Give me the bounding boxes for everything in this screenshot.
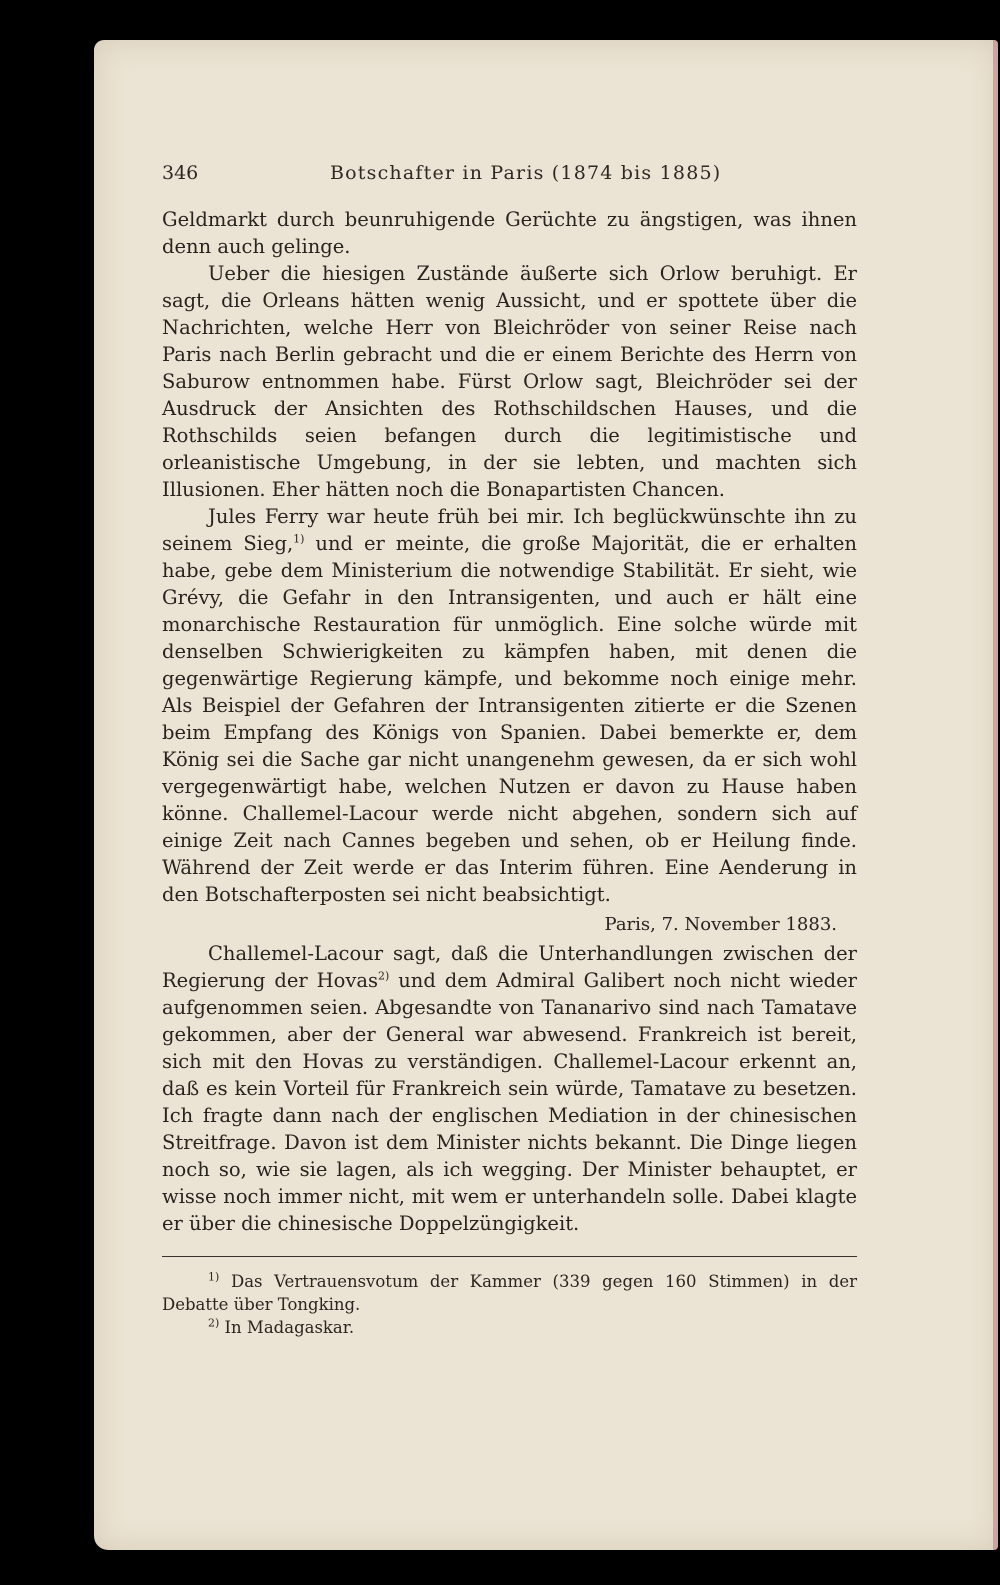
footnote-reference-2: 2) — [378, 969, 390, 983]
footnote-reference-1: 1) — [293, 532, 305, 546]
footnote-divider — [162, 1256, 857, 1257]
ferry-text-before-note: Jules Ferry war heute früh bei mir. Ich beglückwünschte ihn zu seinem Sieg, — [162, 505, 857, 555]
ferry-text-after-note: und er meinte, die große Majorität, die er erhalten habe, gebe dem Ministerium die notwendige Stabilität. Er sieht, wie Grévy, die Gefahr in den Intransigenten, und auch er hält eine monarchische Restauration für unmöglich. Eine solche würde mit denselben Schwierigkeiten zu kämpfen haben, mit denen die gegenwärtige Regierung kämpfe, und bekomme noch einige mehr. Als Beispiel der Gefahren der Intransigenten zitierte er die Szenen beim Empfang des Königs von Spanien. Dabei bemerkte er, dem König sei die Sache gar nicht unangenehm gewesen, da er sich wohl vergegenwärtigt habe, welchen Nutzen er davon zu Hause haben könne. Challemel-Lacour werde nicht abgehen, sondern sich auf einige Zeit nach Cannes begeben und sehen, ob er Heilung finde. Während der Zeit werde er das Interim führen. Eine Aenderung in den Botschafterposten sei nicht beabsichtigt. — [162, 532, 857, 906]
paragraph-ferry — [162, 503, 857, 908]
section-one-text — [162, 206, 857, 908]
challemel-text-before-note: Challemel-Lacour sagt, daß die Unterhandlungen zwischen der Regierung der Hovas — [162, 942, 857, 992]
footnote-1 — [162, 1270, 857, 1316]
running-title: Botschafter in Paris (1874 bis 1885) — [330, 162, 722, 184]
footnote-1-text: Das Vertrauensvotum der Kammer (339 gegen 160 Stimmen) in der Debatte über Tongking. — [162, 1272, 857, 1314]
footnote-2 — [162, 1316, 857, 1339]
footnote-1-mark: 1) — [208, 1270, 220, 1284]
challemel-text-after-note: und dem Admiral Galibert noch nicht wieder aufgenommen seien. Abgesandte von Tananarivo sind nach Tamatave gekommen, aber der General war abwesend. Frankreich ist bereit, sich mit den Hovas zu verständigen. Challemel-Lacour erkennt an, daß es kein Vorteil für Frankreich sein würde, Tamatave zu besetzen. Ich fragte dann nach der englischen Mediation in der chinesischen Streitfrage. Davon ist dem Minister nichts bekannt. Die Dinge liegen noch so, wie sie lagen, als ich wegging. Der Minister behauptet, er wisse noch immer nicht, mit wem er unterhandeln solle. Dabei klagte er über die chinesische Doppelzüngigkeit. — [162, 969, 857, 1235]
paragraph-orlow: Ueber die hiesigen Zustände äußerte sich Orlow beruhigt. Er sagt, die Orleans hätten wenig Aussicht, und er spottete über die Nachrichten, welche Herr von Bleichröder von seiner Reise nach Paris nach Berlin gebracht und die er einem Berichte des Herrn von Saburow entnommen habe. Fürst Orlow sagt, Bleichröder sei der Ausdruck der Ansichten des Rothschildschen Hauses, und die Rothschilds seien befangen durch die legitimistische und orleanistische Umgebung, in der sie lebten, und machten sich Illusionen. Eher hätten noch die Bonapartisten Chancen. — [162, 262, 857, 501]
paragraph-challemel-lacour — [162, 940, 857, 1237]
footnotes — [162, 1270, 857, 1339]
section-two-text — [162, 911, 857, 1237]
paragraph-continuation: Geldmarkt durch beunruhigende Gerüchte zu ängstigen, was ihnen denn auch gelinge. — [162, 208, 857, 258]
footnote-2-mark: 2) — [208, 1316, 220, 1330]
page-number: 346 — [162, 162, 199, 184]
dateline: Paris, 7. November 1883. — [604, 914, 837, 935]
footnote-2-text: In Madagaskar. — [219, 1318, 355, 1337]
running-head — [162, 162, 792, 192]
